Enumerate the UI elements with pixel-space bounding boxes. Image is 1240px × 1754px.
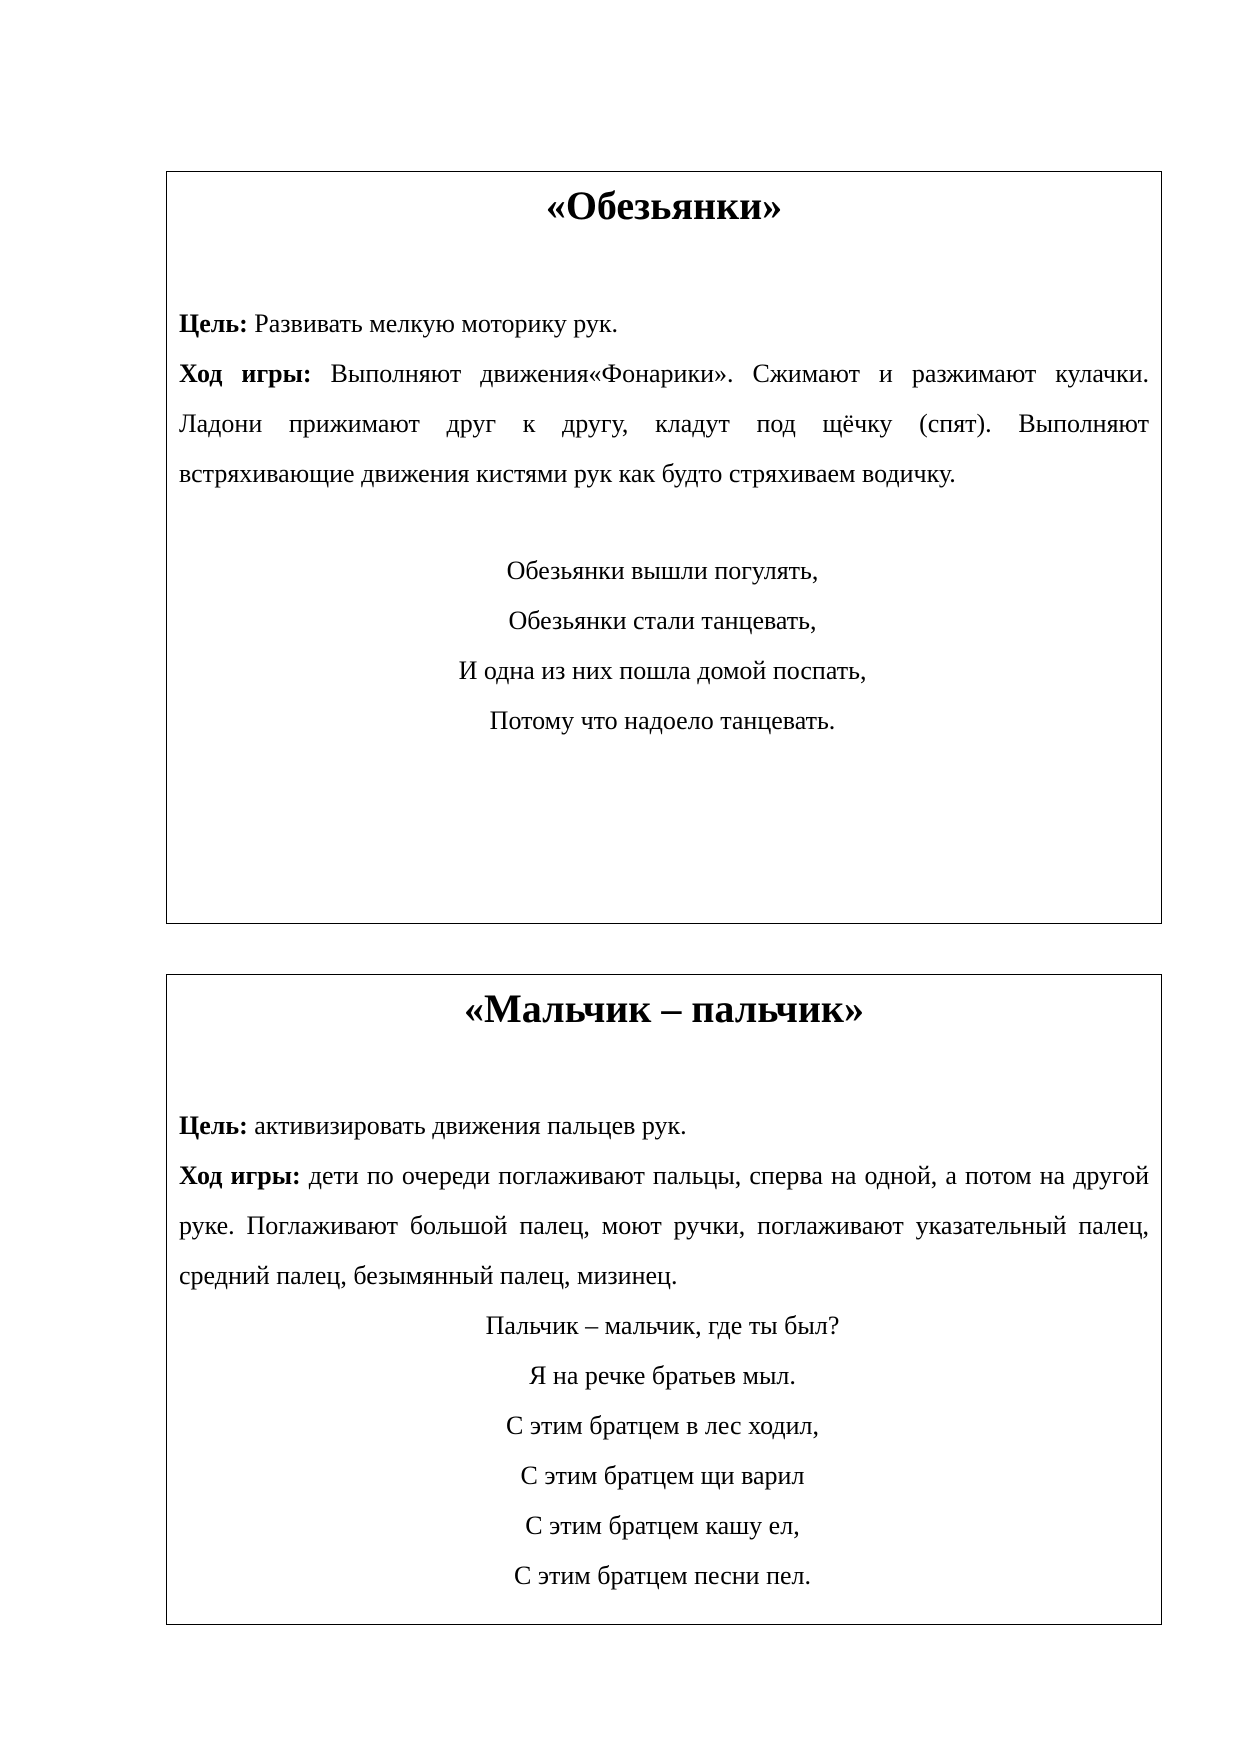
goal-label: Цель: bbox=[179, 1111, 248, 1140]
procedure-text: дети по очереди поглаживают пальцы, сперва на одной, а потом на другой руке. Поглаживают большой палец, моют ручки, поглаживают указательный палец, средний палец, безымянный палец, мизинец. bbox=[179, 1161, 1149, 1290]
poem-line: С этим братцем песни пел. bbox=[514, 1561, 811, 1590]
goal-paragraph bbox=[179, 299, 1149, 349]
goal-text: активизировать движения пальцев рук. bbox=[247, 1111, 687, 1140]
goal-paragraph bbox=[179, 1101, 1149, 1151]
goal-text: Развивать мелкую моторику рук. bbox=[247, 309, 618, 338]
poem-line: Обезьянки стали танцевать, bbox=[508, 606, 817, 635]
poem-line: И одна из них пошла домой поспать, bbox=[458, 656, 867, 685]
goal-label: Цель: bbox=[179, 309, 248, 338]
poem-line: Потому что надоело танцевать. bbox=[489, 706, 836, 735]
procedure-label: Ход игры: bbox=[179, 1161, 301, 1190]
poem-line: С этим братцем кашу ел, bbox=[525, 1511, 800, 1540]
procedure-paragraph bbox=[179, 349, 1149, 499]
poem bbox=[179, 1301, 1149, 1601]
poem bbox=[179, 546, 1149, 746]
procedure-paragraph bbox=[179, 1151, 1149, 1301]
poem-line: Я на речке братьев мыл. bbox=[529, 1361, 796, 1390]
procedure-text: Выполняют движения«Фонарики». Сжимают и разжимают кулачки. Ладони прижимают друг к другу, кладут под щёчку (спят). Выполняют встряхивающие движения кистями рук как будто стряхиваем водичку. bbox=[179, 359, 1149, 488]
procedure-label: Ход игры: bbox=[179, 359, 312, 388]
game-card-obezyanki bbox=[166, 171, 1162, 924]
game-card-malchik-palchik bbox=[166, 974, 1162, 1625]
card-title: «Мальчик – пальчик» bbox=[464, 986, 864, 1031]
poem-line: Пальчик – мальчик, где ты был? bbox=[485, 1311, 840, 1340]
poem-line: Обезьянки вышли погулять, bbox=[506, 556, 819, 585]
poem-line: С этим братцем щи варил bbox=[520, 1461, 805, 1490]
poem-line: С этим братцем в лес ходил, bbox=[506, 1411, 819, 1440]
card-title: «Обезьянки» bbox=[545, 183, 783, 228]
